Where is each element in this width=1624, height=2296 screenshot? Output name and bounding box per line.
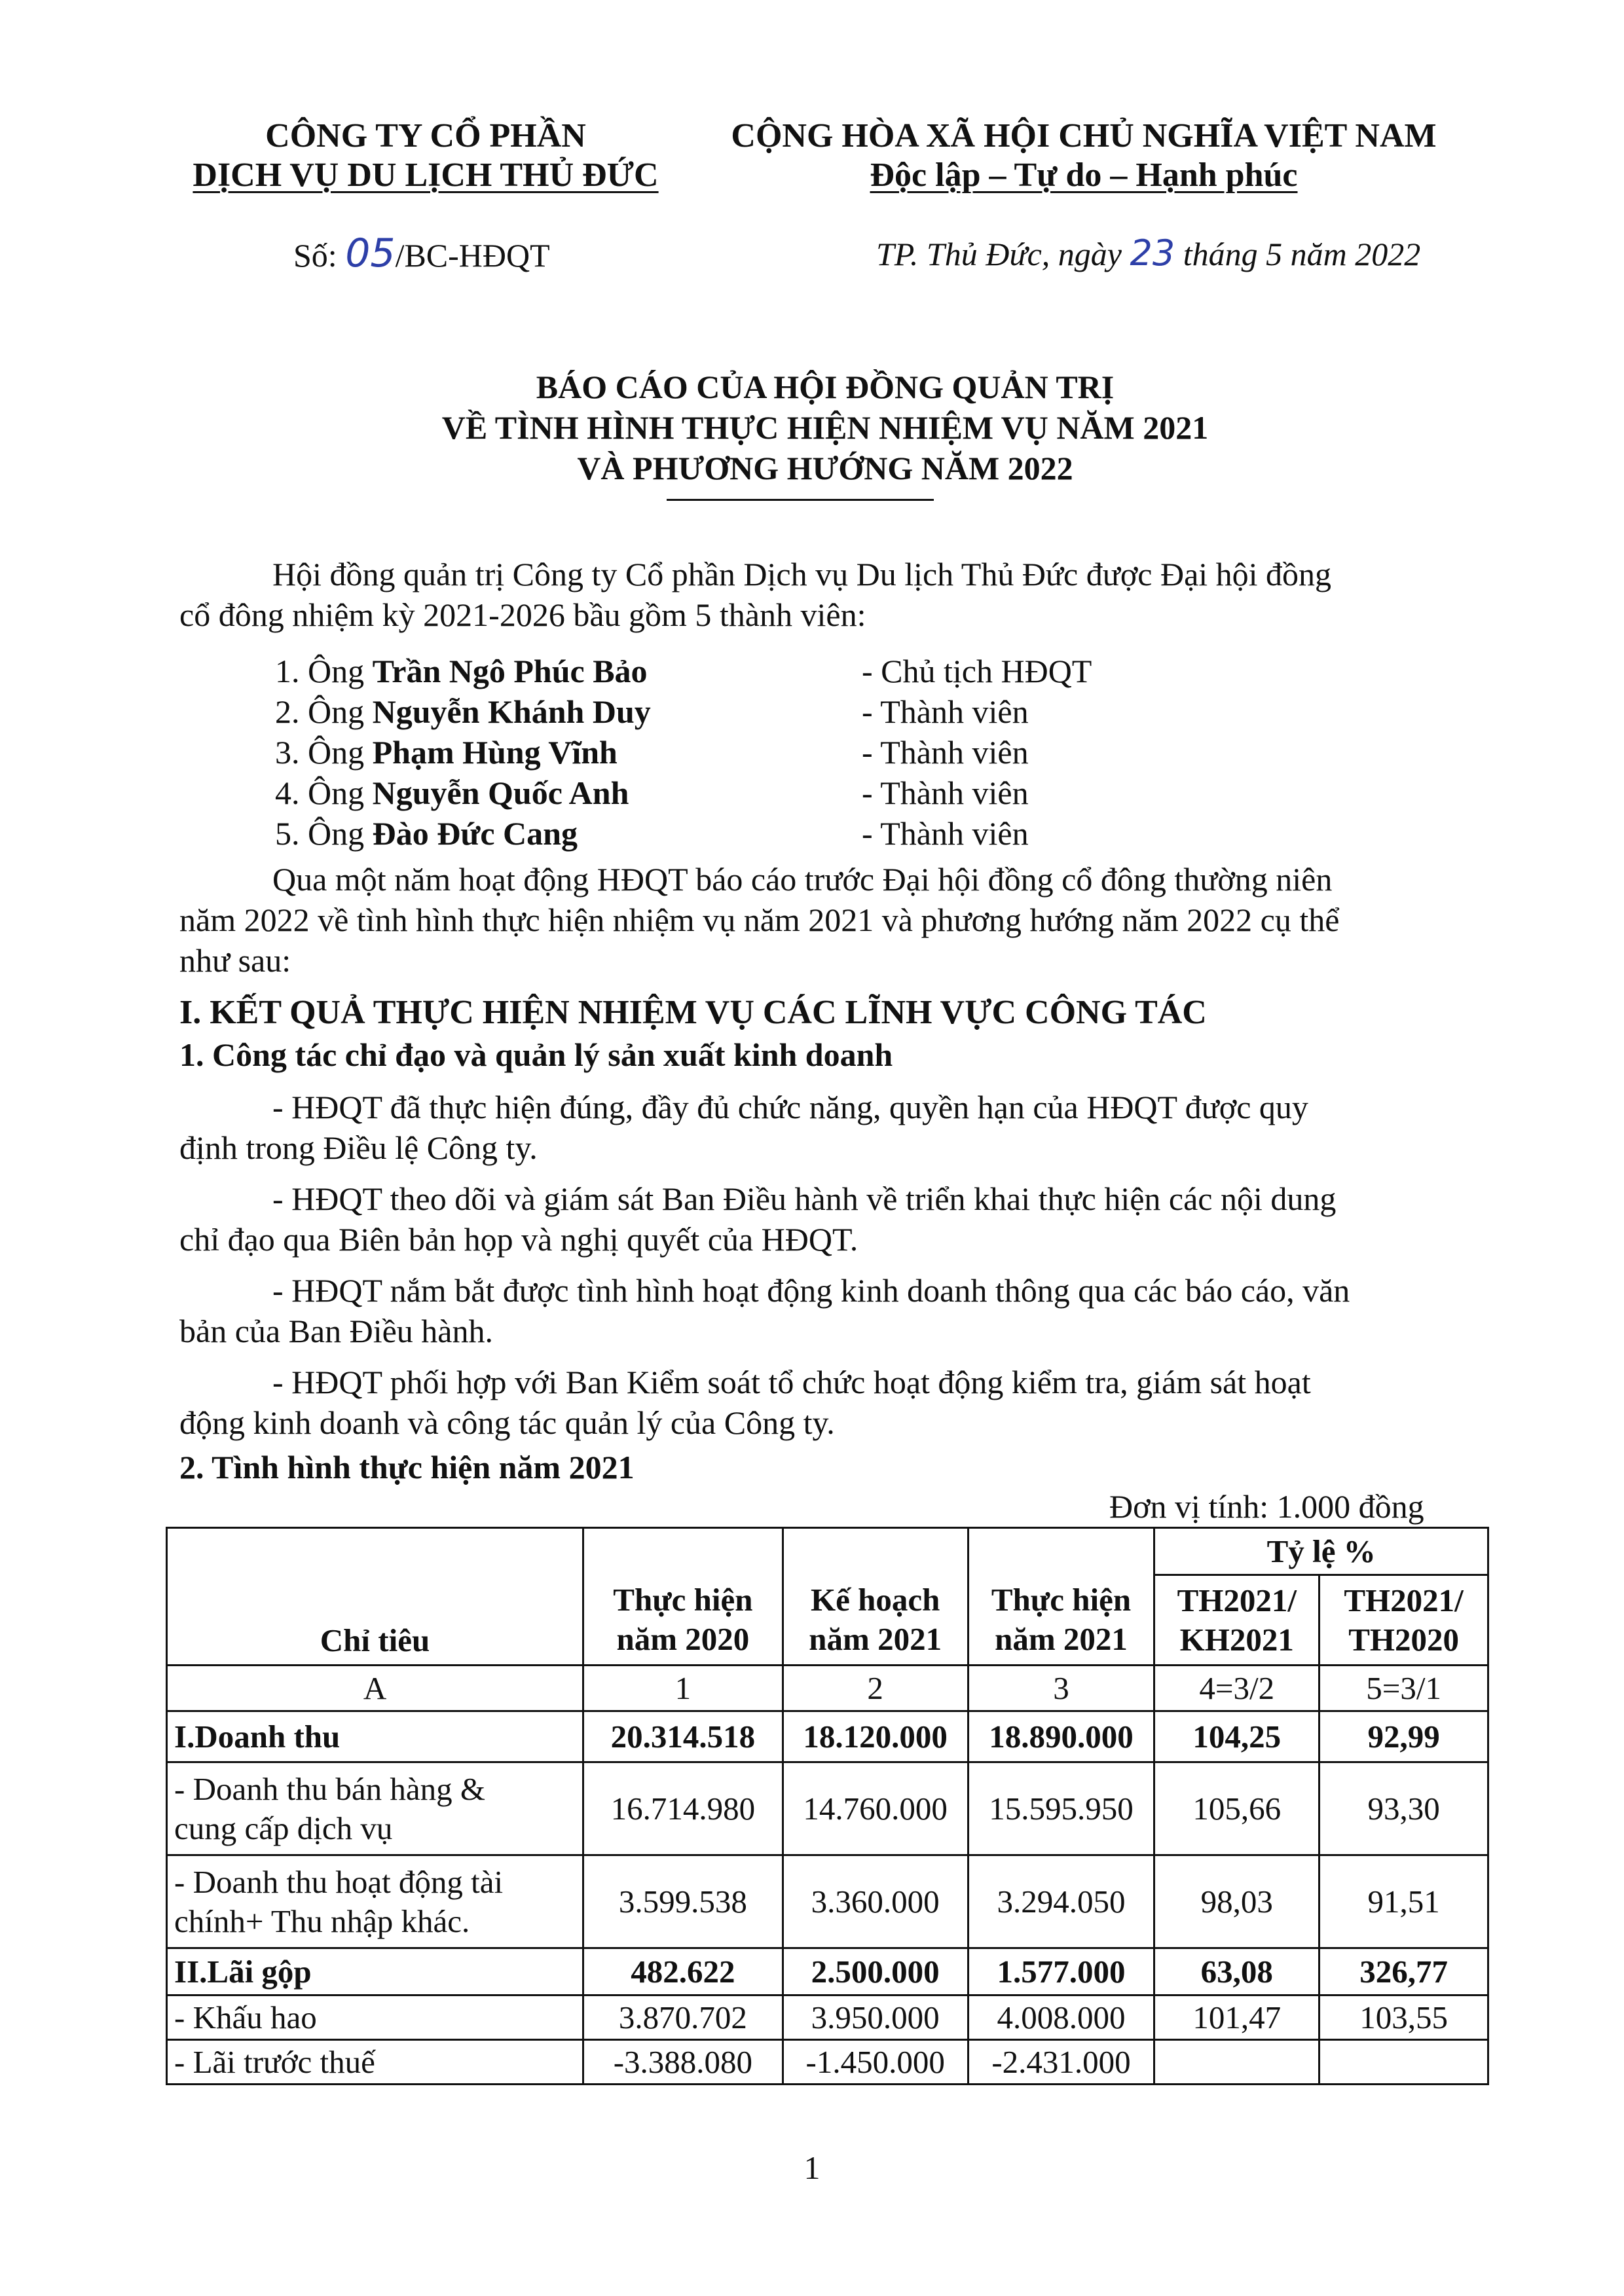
doc-no-handwritten: 05 <box>345 230 396 276</box>
cell-value <box>1320 2040 1488 2085</box>
member-prefix: 1. Ông <box>275 653 365 689</box>
cell-value: 92,99 <box>1320 1711 1488 1762</box>
cell-value: 4.008.000 <box>968 1995 1154 2040</box>
cell-value: 91,51 <box>1320 1855 1488 1948</box>
member-prefix: 2. Ông <box>275 693 365 730</box>
index-cell: 4=3/2 <box>1154 1666 1320 1711</box>
cell-value: -2.431.000 <box>968 2040 1154 2085</box>
performance-table <box>166 1527 1489 2085</box>
member-name: Phạm Hùng Vĩnh <box>372 734 618 771</box>
member-row <box>275 813 578 854</box>
index-cell: 5=3/1 <box>1320 1666 1488 1711</box>
member-name: Nguyễn Khánh Duy <box>372 693 651 730</box>
member-row <box>275 773 629 813</box>
title-line1: BÁO CÁO CỦA HỘI ĐỒNG QUẢN TRỊ <box>536 369 1115 405</box>
header-col3 <box>968 1528 1154 1666</box>
cell-value: 101,47 <box>1154 1995 1320 2040</box>
subsection-heading: 1. Công tác chỉ đạo và quản lý sản xuất kinh doanh <box>179 1036 893 1073</box>
title-divider <box>667 499 934 501</box>
company-name-line2 <box>164 156 688 195</box>
bullet-line: - HĐQT nắm bắt được tình hình hoạt động kinh doanh thông qua các báo cáo, văn <box>272 1272 1350 1309</box>
row-label-l2: cung cấp dịch vụ <box>174 1810 393 1846</box>
cell-value: 16.714.980 <box>583 1762 783 1855</box>
doc-no-suffix: /BC-HĐQT <box>395 237 550 274</box>
table-row <box>167 2040 1488 2085</box>
cell-value: 3.294.050 <box>968 1855 1154 1948</box>
header-col4 <box>1154 1575 1320 1666</box>
bullet-line: - HĐQT đã thực hiện đúng, đầy đủ chức năng, quyền hạn của HĐQT được quy <box>272 1089 1308 1125</box>
document-number <box>293 230 550 276</box>
cell-value: 18.120.000 <box>783 1711 968 1762</box>
motto-text: Độc lập – Tự do – Hạnh phúc <box>870 156 1298 194</box>
cell-value: 63,08 <box>1154 1948 1320 1995</box>
bullet-line: định trong Điều lệ Công ty. <box>179 1129 538 1166</box>
header-col4-l1: TH2021/ <box>1177 1582 1297 1618</box>
cell-value: 20.314.518 <box>583 1711 783 1762</box>
header-col3-l2: năm 2021 <box>995 1621 1128 1657</box>
header-col1 <box>583 1528 783 1666</box>
member-role: - Thành viên <box>862 774 1029 811</box>
date-prefix: TP. Thủ Đức, ngày <box>876 236 1122 272</box>
cell-value: 1.577.000 <box>968 1948 1154 1995</box>
cell-value: 326,77 <box>1320 1948 1488 1995</box>
report-title <box>164 367 1486 488</box>
cell-value: 104,25 <box>1154 1711 1320 1762</box>
row-label <box>167 1855 583 1948</box>
cell-value: 3.599.538 <box>583 1855 783 1948</box>
member-row <box>275 732 618 773</box>
member-name: Nguyễn Quốc Anh <box>372 774 629 811</box>
section-heading: I. KẾT QUẢ THỰC HIỆN NHIỆM VỤ CÁC LĨNH VỰC CÔNG TÁC <box>179 994 1207 1031</box>
index-cell: A <box>167 1666 583 1711</box>
member-role: - Thành viên <box>862 815 1029 852</box>
table-row <box>167 1855 1488 1948</box>
page-number: 1 <box>803 2149 821 2186</box>
subsection-heading: 2. Tình hình thực hiện năm 2021 <box>179 1449 635 1485</box>
bullet-line: động kinh doanh và công tác quản lý của Công ty. <box>179 1404 835 1441</box>
header-col1-l2: năm 2020 <box>616 1621 750 1657</box>
table-row <box>167 1948 1488 1995</box>
cell-value: -1.450.000 <box>783 2040 968 2085</box>
header-col2 <box>783 1528 968 1666</box>
company-name-line1: CÔNG TY CỔ PHẦN <box>265 117 586 155</box>
header-col4-l2: KH2021 <box>1179 1621 1294 1658</box>
header-col2-l2: năm 2021 <box>809 1621 942 1657</box>
bullet-line: - HĐQT theo dõi và giám sát Ban Điều hành về triển khai thực hiện các nội dung <box>272 1180 1337 1217</box>
para2-line1: Qua một năm hoạt động HĐQT báo cáo trước Đại hội đồng cổ đông thường niên <box>272 861 1333 898</box>
table-index-row <box>167 1666 1488 1711</box>
cell-value: 3.360.000 <box>783 1855 968 1948</box>
cell-value <box>1154 2040 1320 2085</box>
title-line2: VỀ TÌNH HÌNH THỰC HIỆN NHIỆM VỤ NĂM 2021 <box>441 409 1209 446</box>
date-suffix: tháng 5 năm 2022 <box>1183 236 1421 272</box>
cell-value: 98,03 <box>1154 1855 1320 1948</box>
republic-title: CỘNG HÒA XÃ HỘI CHỦ NGHĨA VIỆT NAM <box>731 117 1437 155</box>
cell-value: 3.870.702 <box>583 1995 783 2040</box>
cell-value: 15.595.950 <box>968 1762 1154 1855</box>
cell-value: 3.950.000 <box>783 1995 968 2040</box>
header-indicator: Chỉ tiêu <box>167 1528 583 1666</box>
row-label: - Lãi trước thuế <box>167 2040 583 2085</box>
header-col3-l1: Thực hiện <box>991 1582 1132 1618</box>
motto <box>707 156 1460 195</box>
date-day-handwritten: 23 <box>1130 232 1175 274</box>
header-col5-l1: TH2021/ <box>1344 1582 1464 1618</box>
member-row <box>275 691 651 732</box>
cell-value: 105,66 <box>1154 1762 1320 1855</box>
cell-value: 103,55 <box>1320 1995 1488 2040</box>
para2-line3: như sau: <box>179 942 291 979</box>
cell-value: 14.760.000 <box>783 1762 968 1855</box>
header-col2-l1: Kế hoạch <box>810 1582 940 1618</box>
unit-note: Đơn vị tính: 1.000 đồng <box>1109 1488 1424 1525</box>
title-line3: VÀ PHƯƠNG HƯỚNG NĂM 2022 <box>577 450 1073 486</box>
cell-value: 18.890.000 <box>968 1711 1154 1762</box>
document-date <box>876 233 1420 274</box>
header-ratio: Tỷ lệ % <box>1154 1528 1488 1575</box>
row-label-l1: - Doanh thu bán hàng & <box>174 1770 485 1807</box>
index-cell: 2 <box>783 1666 968 1711</box>
index-cell: 3 <box>968 1666 1154 1711</box>
cell-value: 482.622 <box>583 1948 783 1995</box>
member-name: Trần Ngô Phúc Bảo <box>372 653 648 689</box>
member-prefix: 4. Ông <box>275 774 365 811</box>
para2-line2: năm 2022 về tình hình thực hiện nhiệm vụ năm 2021 và phương hướng năm 2022 cụ thể <box>179 902 1340 938</box>
table-header-row <box>167 1528 1488 1575</box>
table-row <box>167 1711 1488 1762</box>
cell-value: 93,30 <box>1320 1762 1488 1855</box>
member-role: - Chủ tịch HĐQT <box>862 653 1092 689</box>
row-label-l2: chính+ Thu nhập khác. <box>174 1903 470 1939</box>
row-label-l1: - Doanh thu hoạt động tài <box>174 1863 504 1900</box>
header-col5-l2: TH2020 <box>1348 1621 1459 1658</box>
bullet-line: - HĐQT phối hợp với Ban Kiểm soát tổ chức hoạt động kiểm tra, giám sát hoạt <box>272 1364 1311 1400</box>
cell-value: -3.388.080 <box>583 2040 783 2085</box>
member-prefix: 3. Ông <box>275 734 365 771</box>
row-label: - Khấu hao <box>167 1995 583 2040</box>
intro-line2: cổ đông nhiệm kỳ 2021-2026 bầu gồm 5 thành viên: <box>179 596 866 633</box>
member-name: Đào Đức Cang <box>372 815 578 852</box>
intro-line1: Hội đồng quản trị Công ty Cổ phần Dịch vụ Du lịch Thủ Đức được Đại hội đồng <box>272 556 1332 592</box>
table-row <box>167 1995 1488 2040</box>
row-label: I.Doanh thu <box>167 1711 583 1762</box>
header-col1-l1: Thực hiện <box>613 1582 753 1618</box>
bullet-line: bản của Ban Điều hành. <box>179 1313 494 1349</box>
row-label: II.Lãi gộp <box>167 1948 583 1995</box>
member-prefix: 5. Ông <box>275 815 365 852</box>
bullet-line: chỉ đạo qua Biên bản họp và nghị quyết của HĐQT. <box>179 1221 858 1258</box>
company-name-line2-text: DỊCH VỤ DU LỊCH THỦ ĐỨC <box>193 156 659 194</box>
cell-value: 2.500.000 <box>783 1948 968 1995</box>
row-label <box>167 1762 583 1855</box>
table-row <box>167 1762 1488 1855</box>
doc-no-prefix: Số: <box>293 237 337 274</box>
header-col5 <box>1320 1575 1488 1666</box>
member-role: - Thành viên <box>862 734 1029 771</box>
member-role: - Thành viên <box>862 693 1029 730</box>
index-cell: 1 <box>583 1666 783 1711</box>
member-row <box>275 651 648 691</box>
